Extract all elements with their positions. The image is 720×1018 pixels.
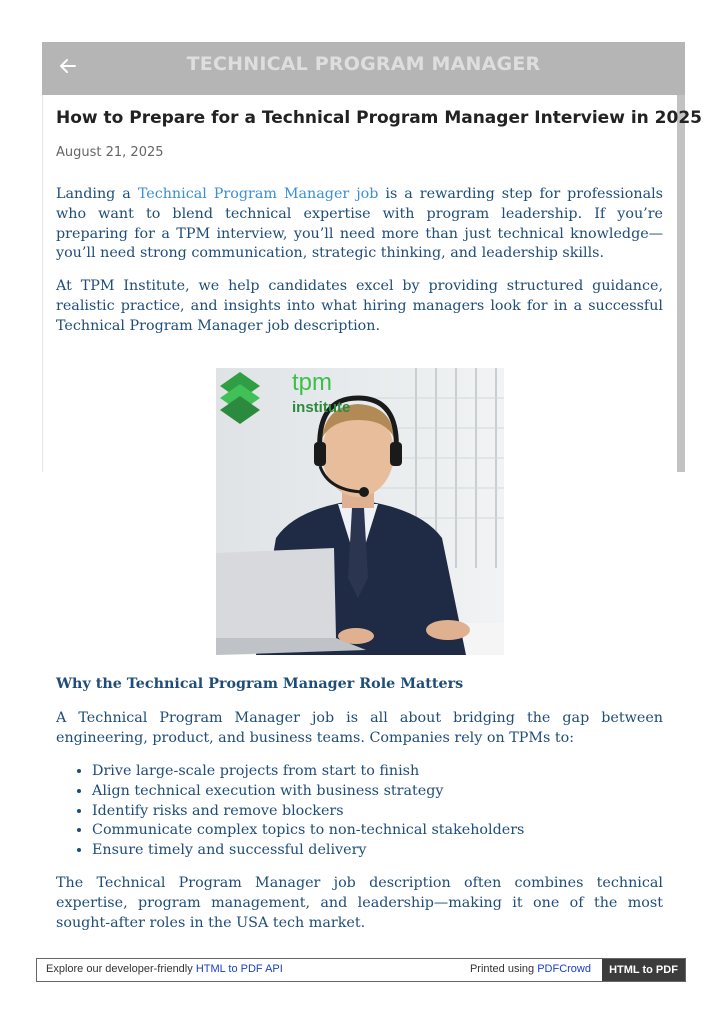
article-title: How to Prepare for a Technical Program Manager Interview in 2025: [56, 108, 702, 128]
html-to-pdf-api-link[interactable]: HTML to PDF API: [195, 963, 283, 975]
list-item: • Align technical execution with business strategy: [92, 782, 652, 802]
list-item: • Drive large-scale projects from start to finish: [92, 762, 652, 782]
paragraph-role: A Technical Program Manager job is all about bridging the gap between engineering, product, and business teams. Companies rely on TPMs to:: [56, 710, 663, 746]
header-title: TECHNICAL PROGRAM MANAGER: [186, 53, 541, 75]
list-item: • Identify risks and remove blockers: [92, 802, 652, 822]
list-item: • Communicate complex topics to non-technical stakeholders: [92, 821, 652, 841]
scrollbar[interactable]: [677, 95, 685, 472]
tpm-job-link[interactable]: Technical Program Manager job: [137, 186, 379, 202]
footer-left: [46, 963, 283, 975]
app-header: [42, 42, 685, 95]
logo-text-tpm: tpm: [292, 369, 333, 396]
section-heading: Why the Technical Program Manager Role Matters: [56, 676, 464, 692]
article-date: August 21, 2025: [56, 145, 164, 160]
intro-text-end: is a rewarding step for professionals who want to blend technical expertise with program leadership. If you’re preparing for a TPM interview, you’ll need more than just technical knowledge—you’ll need strong communication, strategic thinking, and leadership skills.: [56, 186, 663, 262]
paragraph-description: The Technical Program Manager job description often combines technical expertise, program management, and leadership—making it one of the most sought-after roles in the USA tech market.: [56, 875, 663, 931]
intro-text-start: Landing a: [56, 186, 138, 202]
footer-left-text: Explore our developer-friendly: [46, 963, 196, 975]
pdf-footer: [36, 958, 686, 982]
tpm-photo-illustration: [216, 368, 504, 655]
pdfcrowd-link[interactable]: PDFCrowd: [537, 963, 591, 975]
content-left-border: [42, 95, 43, 472]
logo-text-institute: institute: [292, 399, 351, 416]
footer-right: [470, 963, 591, 975]
article-image: [216, 368, 504, 655]
paragraph-institute: At TPM Institute, we help candidates excel by providing structured guidance, realistic practice, and insights into what hiring managers look for in a successful Technical Program Manager job description.: [56, 278, 663, 334]
footer-right-text: Printed using: [469, 963, 538, 975]
paragraph-intro: [56, 185, 663, 264]
list-item: • Ensure timely and successful delivery: [92, 841, 652, 861]
tpm-duties-list: [56, 762, 652, 861]
html-to-pdf-button[interactable]: HTML to PDF: [602, 959, 685, 981]
